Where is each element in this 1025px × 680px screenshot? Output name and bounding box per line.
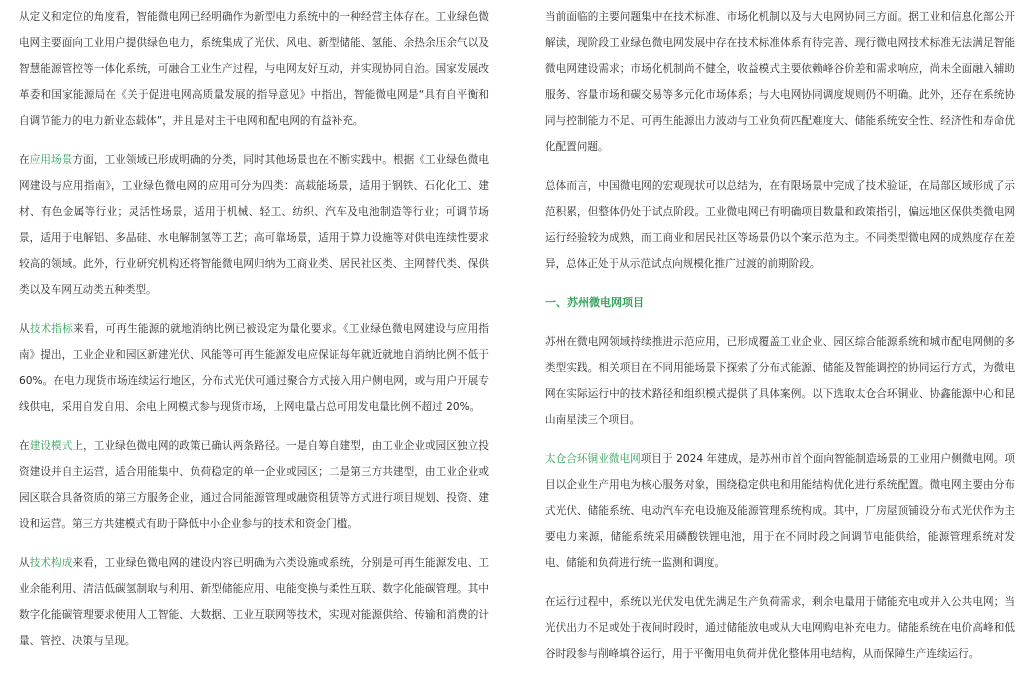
left-column [19, 4, 489, 667]
paragraph-overall-status: 总体而言，中国微电网的宏观现状可以总结为，在有限场景中完成了技术验证，在局部区域形成了示范积累，但整体仍处于试点阶段。工业微电网已有明确项目数量和政策指引，偏远地区保供类微电网运行经验较为成熟，而工商业和居民社区等场景仍以个案示范为主。不同类型微电网的成熟度存在差异，总体正处于从示范试点向规模化推广过渡的前期阶段。 [545, 180, 1015, 270]
paragraph-prefix: 从 [19, 557, 30, 569]
paragraph-application-scenarios [19, 147, 489, 303]
paragraph-body: 来看，工业绿色微电网的建设内容已明确为六类设施或系统，分别是可再生能源发电、工业余能利用、清洁低碳氢制取与利用、新型储能应用、电能变换与柔性互联、数字化能碳管理。其中数字化能碳管理要求使用人工智能、大数据、工业互联网等技术，实现对能源供给、传输和消费的计量、管控、决策与呈现。 [19, 557, 490, 647]
keyword-technical-indicators: 技术指标 [29, 323, 74, 335]
paragraph-taicang-project [545, 446, 1015, 576]
paragraph-main-problems: 当前面临的主要问题集中在技术标准、市场化机制以及与大电网协同三方面。据工业和信息化部公开解读，现阶段工业绿色微电网发展中存在技术标准体系有待完善、现行微电网技术标准无法满足智能微电网建设需求；市场化机制尚不健全，收益模式主要依赖峰谷价差和需求响应，尚未全面融入辅助服务、容量市场和碳交易等多元化市场体系；与大电网协同调度规则仍不明确。此外，还存在系统协同与控制能力不足、可再生能源出力波动与工业负荷匹配难度大、储能系统安全性、经济性和寿命优化配置问题。 [545, 11, 1015, 153]
paragraph-technical-composition [19, 550, 489, 654]
paragraph-body: 上，工业绿色微电网的政策已确认两条路径。一是自筹自建型，由工业企业或园区独立投资建设并自主运营，适合用能集中、负荷稳定的单一企业或园区；二是第三方共建型，由工业企业或园区联合具备资质的第三方服务企业，通过合同能源管理或融资租赁等方式进行项目规划、投资、建设和运营。第三方共建模式有助于降低中小企业参与的技术和资金门槛。 [19, 440, 490, 530]
paragraph-body: 项目于 2024 年建成，是苏州市首个面向智能制造场景的工业用户侧微电网。项目以企业生产用电为核心服务对象，围绕稳定供电和用能结构优化进行系统配置。微电网主要由分布式光伏、储能系统、电动汽车充电设施及能源管理系统构成。其中，厂房屋顶铺设分布式光伏作为主要电力来源，储能系统采用磷酸铁锂电池，用于在不同时段之间调节电能供给，能源管理系统对发电、储能和负荷进行统一监测和调度。 [545, 453, 1015, 569]
section-heading-suzhou: 一、苏州微电网项目 [545, 296, 644, 309]
paragraph-construction-mode [19, 433, 489, 537]
paragraph-suzhou-overview: 苏州在微电网领域持续推进示范应用，已形成覆盖工业企业、园区综合能源系统和城市配电网侧的多类型实践。相关项目在不同用能场景下探索了分布式能源、储能及智能调控的协同运行方式，为微电网在实际运行中的技术路径和组织模式提供了具体案例。以下选取太仓合环铜业、协鑫能源中心和昆山南星渎三个项目。 [545, 336, 1015, 426]
keyword-construction-mode: 建设模式 [29, 440, 73, 452]
keyword-technical-composition: 技术构成 [29, 557, 73, 569]
paragraph-prefix: 从 [19, 323, 30, 335]
right-column [545, 4, 1015, 680]
keyword-application-scenarios: 应用场景 [29, 154, 73, 166]
paragraph-operation-process: 在运行过程中，系统以光伏发电优先满足生产负荷需求，剩余电量用于储能充电或并入公共电网；当光伏出力不足或处于夜间时段时，通过储能放电或从大电网购电补充电力。储能系统在电价高峰和低谷时段参与削峰填谷运行，用于平衡用电负荷并优化整体用电结构，从而保障生产连续运行。 [545, 596, 1015, 660]
paragraph-definition: 从定义和定位的角度看，智能微电网已经明确作为新型电力系统中的一种经营主体存在。工业绿色微电网主要面向工业用户提供绿色电力，系统集成了光伏、风电、新型储能、氢能、余热余压余气以及智慧能源管控等一体化系统，可融合工业生产过程，与电网友好互动，并实现协同自治。国家发展改革委和国家能源局在《关于促进电网高质量发展的指导意见》中指出，智能微电网是“具有自平衡和自调节能力的电力新业态载体”，并且是对主干电网和配电网的有益补充。 [19, 11, 489, 127]
paragraph-body: 方面，工业领域已形成明确的分类，同时其他场景也在不断实践中。根据《工业绿色微电网建设与应用指南》，工业绿色微电网的应用可分为四类：高载能场景，适用于钢铁、石化化工、建材、有色金属等行业；灵活性场景，适用于机械、轻工、纺织、汽车及电池制造等行业；可调节场景，适用于电解铝、多晶硅、水电解制氢等工艺；高可靠场景，适用于算力设施等对供电连续性要求较高的领域。此外，行业研究机构还将智能微电网归纳为工商业类、居民社区类、主网替代类、保供类以及车网互动类五种类型。 [19, 154, 490, 296]
paragraph-technical-indicators [19, 316, 489, 420]
paragraph-prefix: 在 [19, 440, 30, 452]
paragraph-body: 来看，可再生能源的就地消纳比例已被设定为量化要求。《工业绿色微电网建设与应用指南》提出，工业企业和园区新建光伏、风能等可再生能源发电应保证每年就近就地自消纳比例不低于 60%。在电力现货市场连续运行地区，分布式光伏可通过聚合方式接入用户侧电网，或与用户开展专线供电，采用自发自用、余电上网模式参与现货市场，上网电量占总可用发电量比例不超过 20%。 [19, 323, 490, 413]
keyword-taicang-project: 太仓合环铜业微电网 [545, 453, 641, 465]
paragraph-prefix: 在 [19, 154, 30, 166]
